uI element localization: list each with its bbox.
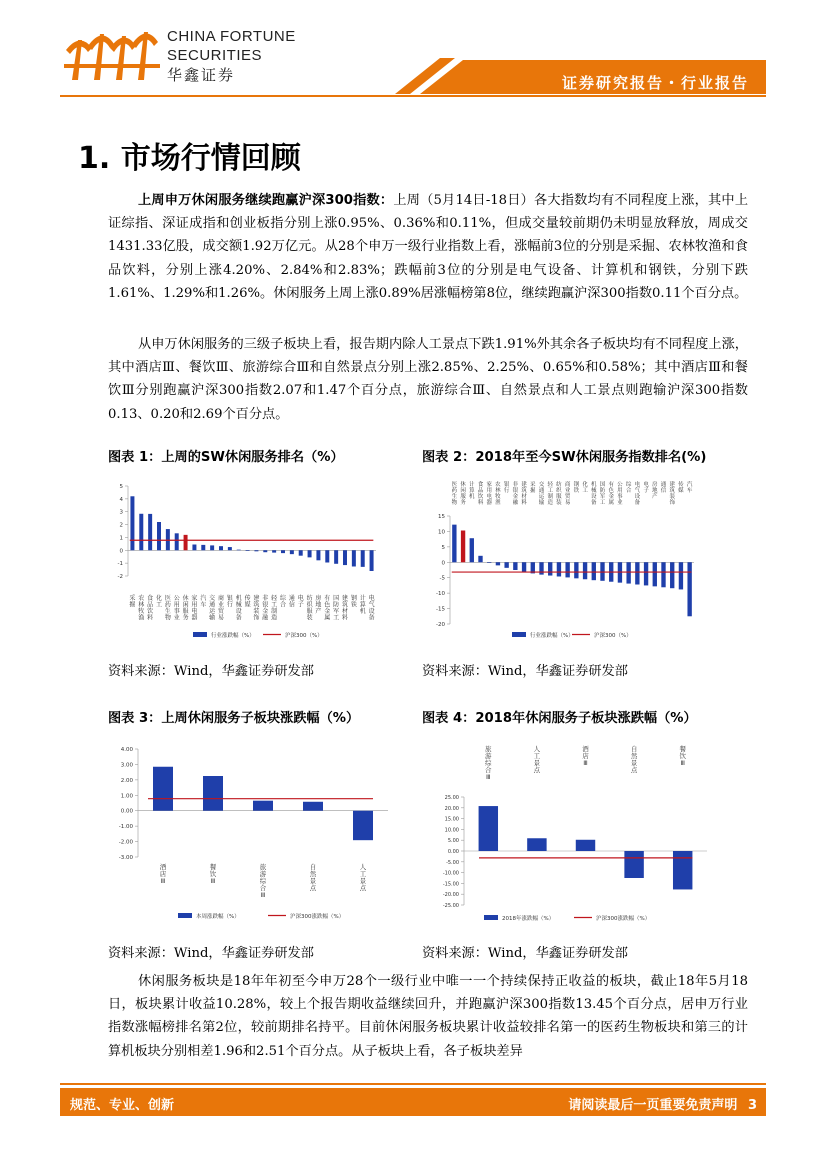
- y-tick-label: 10: [438, 529, 445, 536]
- bar-3: [576, 840, 595, 851]
- bar-23: [644, 562, 648, 585]
- bar-27: [679, 562, 683, 589]
- bar-28: [687, 562, 691, 616]
- category-label-3: 计算机: [469, 482, 475, 500]
- y-tick-label: -2.00: [118, 839, 133, 846]
- category-label-2: 餐饮 Ⅲ: [209, 863, 217, 885]
- category-label-24: 国防军工: [333, 595, 340, 622]
- category-label-4: 自然景点: [309, 863, 317, 892]
- chart-3: [108, 735, 398, 925]
- y-tick-label: -5: [439, 575, 445, 582]
- category-label-1: 旅游综合 Ⅲ: [485, 745, 492, 781]
- bar-11: [539, 562, 543, 574]
- category-label-13: 纺织服装: [556, 482, 562, 506]
- y-tick-label: 15: [438, 514, 445, 520]
- y-tick-label: 1: [119, 535, 123, 542]
- y-tick-label: 10.00: [444, 827, 459, 834]
- paragraph-2: 从申万休闲服务的三级子板块上看，报告期内除人工景点下跌1.91%外其余各子板块均有不同程度上涨，其中酒店Ⅲ、餐饮Ⅲ、旅游综合Ⅲ和自然景点分别上涨2.85%、2.25%、0.65%和0.58%；其中酒店Ⅲ和餐饮Ⅲ分别跑赢沪深300指数2.07和1.47个百分点，旅游综合Ⅲ、自然景点和人工景点则跑输沪深300指数0.13、0.20和2.69个百分点。: [108, 337, 748, 422]
- figure-1-source: 资料来源：Wind，华鑫证券研发部: [108, 664, 314, 679]
- category-label-14: 传媒: [244, 595, 251, 609]
- y-tick-label: -20.00: [442, 892, 459, 899]
- category-label-13: 机械设备: [235, 595, 242, 622]
- bar-3: [253, 801, 273, 811]
- bar-11: [219, 546, 223, 550]
- legend-label-bars: 本周涨跌幅（%）: [196, 914, 240, 920]
- y-tick-label: 2.00: [120, 777, 133, 784]
- category-label-2: 休闲服务: [460, 482, 466, 506]
- y-tick-label: 15.00: [444, 816, 459, 823]
- category-label-3: 酒店 Ⅲ: [582, 745, 589, 767]
- bar-8: [513, 562, 517, 570]
- bar-7: [184, 535, 188, 550]
- y-tick-label: -15: [436, 606, 445, 613]
- figure-4-source: 资料来源：Wind，华鑫证券研发部: [422, 946, 628, 961]
- y-tick-label: 0.00: [447, 849, 459, 855]
- category-label-4: 食品饮料: [477, 482, 484, 506]
- chart-4: [422, 735, 712, 925]
- y-tick-label: -1.00: [118, 824, 133, 831]
- category-label-3: 旅游综合 Ⅲ: [259, 863, 267, 899]
- category-label-25: 建筑材料: [341, 595, 349, 622]
- paragraph-1-lead: 上周申万休闲服务继续跑赢沪深300指数：: [138, 193, 394, 208]
- bar-2: [203, 776, 223, 811]
- category-label-3: 食品饮料: [147, 595, 154, 622]
- category-label-2: 人工景点: [533, 745, 541, 774]
- y-tick-label: 1.00: [120, 793, 133, 800]
- category-label-20: 电子: [297, 595, 304, 609]
- footer-disclaimer: [568, 1094, 757, 1113]
- bar-27: [361, 550, 365, 567]
- bar-6: [496, 562, 500, 565]
- category-label-17: 轻工制造: [271, 595, 278, 622]
- category-label-26: 钢铁: [350, 595, 357, 609]
- bar-5: [487, 562, 491, 563]
- y-tick-label: -5.00: [446, 859, 459, 866]
- bar-12: [548, 562, 552, 575]
- bar-14: [565, 562, 569, 577]
- y-tick-label: 20.00: [444, 805, 459, 812]
- y-tick-label: -25.00: [442, 903, 459, 909]
- bar-25: [661, 562, 665, 587]
- bar-2: [527, 838, 546, 851]
- category-label-24: 房地产: [652, 482, 658, 500]
- y-tick-label: 5: [119, 484, 123, 490]
- category-label-28: 电气设备: [368, 595, 375, 622]
- figure-3-source: 资料来源：Wind，华鑫证券研发部: [108, 946, 314, 961]
- category-label-10: 交通运输: [209, 595, 216, 622]
- bar-17: [592, 562, 596, 580]
- figure-2-title: 图表 2：2018年至今SW休闲服务指数排名(%): [422, 450, 707, 465]
- category-label-21: 纺织服装: [306, 595, 313, 622]
- category-label-5: 医药生物: [164, 595, 171, 622]
- bar-13: [557, 562, 561, 576]
- bar-9: [201, 545, 205, 550]
- category-label-7: 银行: [503, 482, 510, 494]
- bar-15: [254, 550, 258, 551]
- category-label-22: 电气设备: [634, 482, 641, 506]
- category-label-11: 交通运输: [538, 482, 545, 506]
- category-label-4: 化工: [155, 595, 163, 609]
- bar-13: [237, 550, 241, 551]
- bar-2: [461, 531, 465, 563]
- legend-swatch-bars: [193, 632, 207, 637]
- category-label-1: 医药生物: [451, 482, 458, 506]
- chart-1: [108, 474, 383, 644]
- category-label-5: 家用电器: [486, 482, 492, 506]
- company-name-en-line1: CHINA FORTUNE: [167, 28, 296, 45]
- bar-24: [334, 550, 338, 564]
- bar-1: [130, 496, 134, 550]
- category-label-12: 轻工制造: [547, 482, 553, 506]
- category-label-4: 自然景点: [630, 745, 638, 774]
- legend-label-reference: 沪深300（%）: [285, 633, 323, 639]
- category-label-28: 汽车: [686, 482, 693, 494]
- bar-12: [228, 547, 232, 550]
- category-label-8: 家用电器: [191, 595, 198, 622]
- y-tick-label: 3.00: [120, 762, 133, 769]
- bar-26: [670, 562, 674, 588]
- bar-16: [583, 562, 587, 579]
- paragraph-1: [108, 189, 748, 305]
- figure-2-source: 资料来源：Wind，华鑫证券研发部: [422, 664, 628, 679]
- category-label-5: 餐饮 Ⅲ: [679, 745, 686, 767]
- legend-swatch-bars: [512, 632, 526, 637]
- y-tick-label: -20: [436, 622, 445, 628]
- y-tick-label: -10.00: [442, 870, 459, 877]
- category-label-17: 机械设备: [591, 482, 597, 506]
- legend-label-bars: 行业涨跌幅（%）: [211, 633, 255, 639]
- bar-22: [635, 562, 639, 584]
- bar-18: [281, 550, 285, 553]
- footer-slogan: 规范、专业、创新: [70, 1098, 175, 1113]
- bar-10: [210, 545, 214, 550]
- y-tick-label: 5.00: [447, 838, 459, 845]
- bar-9: [522, 562, 526, 572]
- category-label-6: 公用事业: [173, 595, 180, 622]
- bar-4: [624, 851, 643, 878]
- company-name-en-line2: SECURITIES: [167, 47, 263, 64]
- bar-21: [308, 550, 312, 557]
- category-label-19: 有色金属: [608, 482, 614, 506]
- category-label-5: 人工景点: [359, 863, 367, 892]
- bar-28: [370, 550, 374, 571]
- y-tick-label: 0.00: [120, 808, 133, 815]
- y-tick-label: 2: [119, 522, 123, 529]
- legend-label-reference: 沪深300（%）: [594, 633, 632, 639]
- bar-19: [290, 550, 294, 554]
- bar-22: [316, 550, 320, 560]
- bar-1: [479, 806, 498, 851]
- category-label-9: 建筑材料: [521, 482, 527, 506]
- page-number: 3: [747, 1098, 757, 1113]
- y-tick-label: -10: [436, 591, 445, 598]
- category-label-11: 商业贸易: [217, 595, 225, 622]
- chart-2: [422, 474, 712, 644]
- bar-6: [175, 533, 179, 550]
- category-label-18: 国防军工: [599, 482, 606, 506]
- company-name-cn: 华鑫证券: [167, 66, 236, 84]
- y-tick-label: 3: [119, 509, 123, 516]
- category-label-18: 综合: [279, 595, 287, 609]
- bar-14: [246, 550, 250, 551]
- category-label-23: 有色金属: [324, 595, 331, 622]
- category-label-1: 酒店 Ⅲ: [159, 863, 167, 885]
- paragraph-1-body: 上周（5月14日-18日）各大指数均有不同程度上涨，其中上证综指、深证成指和创业板指分别上涨0.95%、0.36%和0.11%，但成交量较前期仍未明显放释放，周成交1431.33亿股，成交额1.92万亿元。从28个申万一级行业指数上看，涨幅前3位的分别是采掘、农林牧渔和食品饮料，分别上涨4.20%、2.84%和2.83%；跌幅前3位的分别是电气设备、计算机和钢铁，分别下跌1.61%、1.29%和1.26%。休闲服务上周上涨0.89%居涨幅榜第8位，继续跑赢沪深300指数0.11个百分点。: [108, 193, 749, 301]
- category-label-15: 建筑装饰: [253, 595, 260, 622]
- category-label-25: 通信: [660, 482, 667, 494]
- category-label-16: 化工: [582, 482, 588, 494]
- bar-25: [343, 550, 347, 565]
- bar-1: [452, 525, 456, 563]
- category-label-22: 房地产: [315, 595, 322, 615]
- figure-4-title: 图表 4：2018年休闲服务子板块涨跌幅（%）: [422, 711, 697, 726]
- y-tick-label: -2: [117, 574, 123, 580]
- bar-5: [353, 811, 373, 840]
- category-label-23: 电子: [643, 482, 649, 494]
- bar-24: [653, 562, 657, 586]
- category-label-12: 银行: [226, 595, 233, 609]
- y-tick-label: 5: [441, 544, 445, 551]
- y-tick-label: 4.00: [120, 747, 133, 753]
- legend-label-bars: 行业涨跌幅（%）: [530, 633, 574, 639]
- section-title: 1. 市场行情回顾: [78, 141, 301, 176]
- y-tick-label: 0: [441, 560, 445, 567]
- figure-3-title: 图表 3：上周休闲服务子板块涨跌幅（%）: [108, 711, 360, 726]
- category-label-7: 休闲服务: [182, 595, 189, 622]
- bar-3: [148, 514, 152, 550]
- y-tick-label: -15.00: [442, 881, 459, 888]
- category-label-26: 建筑装饰: [669, 482, 675, 506]
- category-label-14: 商业贸易: [564, 482, 571, 506]
- y-tick-label: -1: [117, 561, 123, 568]
- category-label-21: 综合: [625, 482, 632, 494]
- category-label-16: 非银金融: [262, 595, 269, 622]
- footer-disclaimer-text: 请阅读最后一页重要免责声明: [568, 1098, 738, 1113]
- bar-4: [303, 802, 323, 811]
- legend-label-reference: 沪深300涨跌幅（%）: [290, 914, 345, 920]
- bar-4: [157, 522, 161, 550]
- bar-15: [574, 562, 578, 578]
- bar-1: [153, 767, 173, 811]
- category-label-15: 钢铁: [573, 482, 580, 494]
- bar-5: [673, 851, 692, 889]
- legend-swatch-bars: [484, 915, 498, 920]
- category-label-6: 农林牧渔: [495, 482, 501, 506]
- y-tick-label: 0: [119, 548, 123, 555]
- legend-label-bars: 2018年涨跌幅（%）: [502, 916, 555, 922]
- bar-26: [352, 550, 356, 566]
- bar-17: [272, 550, 276, 552]
- bar-4: [478, 556, 482, 562]
- category-label-19: 通信: [288, 595, 295, 609]
- bar-3: [470, 538, 474, 562]
- y-tick-label: 25.00: [444, 795, 459, 801]
- bar-20: [299, 550, 303, 555]
- bar-23: [325, 550, 329, 562]
- category-label-9: 汽车: [200, 595, 207, 609]
- y-tick-label: 4: [119, 496, 123, 503]
- category-label-1: 采掘: [129, 595, 136, 609]
- bar-2: [139, 514, 143, 551]
- bar-7: [504, 562, 508, 568]
- report-type-label: 证券研究报告・行业报告: [561, 74, 749, 92]
- category-label-10: 采掘: [530, 482, 536, 494]
- bar-16: [263, 550, 267, 552]
- bar-8: [192, 545, 196, 551]
- y-tick-label: -3.00: [118, 855, 133, 861]
- legend-label-reference: 沪深300涨跌幅（%）: [596, 916, 651, 922]
- bar-21: [626, 562, 630, 583]
- paragraph-3: 休闲服务板块是18年年初至今申万28个一级行业中唯一一个持续保持正收益的板块，截止18年5月18日，板块累计收益10.28%，较上个报告期收益继续回升，并跑赢沪深300指数13.45个百分点，居申万行业指数涨幅榜排名第2位，较前期排名持平。目前休闲服务板块累计收益较排名第一的医药生物板块和第三的计算机板块分别相差1.96和2.51个百分点。从子板块上看，各子板块差异: [108, 974, 748, 1059]
- category-label-2: 农林牧渔: [138, 595, 145, 622]
- category-label-20: 公用事业: [617, 482, 623, 506]
- category-label-8: 非银金融: [512, 482, 519, 506]
- category-label-27: 传媒: [678, 482, 684, 494]
- legend-swatch-bars: [178, 913, 192, 918]
- category-label-27: 计算机: [359, 595, 366, 615]
- figure-1-title: 图表 1：上周的SW休闲服务排名（%）: [108, 450, 344, 465]
